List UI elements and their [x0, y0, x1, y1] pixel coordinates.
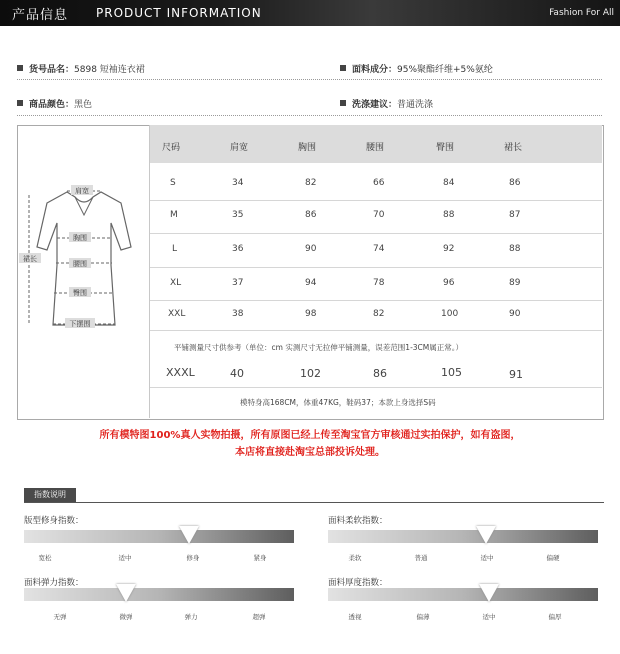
divider [17, 115, 602, 116]
copyright-notice-line1: 所有模特图100%真人实物拍摄，所有原图已经上传至淘宝官方审核通过实拍保护，如有盗图， [99, 430, 521, 441]
header-title-en: PRODUCT INFORMATION [96, 6, 262, 20]
color-value: 黑色 [74, 100, 93, 110]
row-xxxl-hip: 105 [441, 366, 462, 379]
scale-softness-bar [328, 530, 598, 543]
scale-elasticity-tick: 超弹 [252, 613, 266, 621]
header-banner [0, 0, 620, 26]
scale-elasticity-label: 面料弹力指数： [24, 578, 84, 588]
row-xl-hip: 96 [443, 278, 455, 288]
scale-softness-label: 面料柔软指数： [328, 516, 388, 526]
row-xxl-shoulder: 38 [232, 309, 244, 319]
row-s-size: S [170, 178, 176, 188]
th-waist: 腰围 [366, 143, 385, 153]
scale-thickness-label: 面料厚度指数： [328, 578, 388, 588]
scale-softness-tick: 普通 [414, 554, 428, 562]
row-m-bust: 86 [305, 210, 317, 220]
scale-fit-tick: 修身 [186, 554, 200, 562]
row-xxl-length: 90 [509, 309, 521, 319]
scale-elasticity-marker [116, 584, 136, 602]
fabric-value: 95%聚酯纤维+5%氨纶 [397, 65, 493, 75]
row-xl-waist: 78 [373, 278, 385, 288]
row-xl-bust: 94 [305, 278, 317, 288]
scale-elasticity-tick: 微弹 [119, 613, 133, 621]
wash-value: 普通洗涤 [397, 100, 434, 110]
model-note: 模特身高168CM，体重47KG，鞋码37；本款上身选择S码 [240, 398, 436, 407]
diagram-label-waist: 腰围 [73, 260, 87, 268]
diagram-label-shoulder: 肩宽 [75, 187, 89, 195]
scale-fit-tick: 宽松 [38, 554, 52, 562]
bullet-square-icon [340, 100, 346, 106]
dress-outline-icon [17, 125, 149, 418]
row-l-size: L [172, 244, 178, 254]
row-divider [150, 267, 602, 268]
row-xxl-waist: 82 [373, 309, 385, 319]
row-xxxl-length: 91 [509, 368, 523, 381]
row-l-bust: 90 [305, 244, 317, 254]
th-bust: 胸围 [298, 143, 317, 153]
scale-thickness-tick: 偏厚 [548, 613, 562, 621]
item-no-row [17, 62, 145, 75]
wash-label: 洗涤建议： [352, 100, 398, 110]
measure-note: 平铺测量尺寸供参考（单位：cm 实测尺寸无拉伸平铺测量，误差范围1-3CM属正常。） [174, 343, 464, 352]
dress-diagram [17, 125, 150, 418]
row-m-waist: 70 [373, 210, 385, 220]
diagram-label-hip: 臀围 [73, 289, 87, 297]
row-l-length: 88 [509, 244, 521, 254]
scale-thickness-tick: 适中 [482, 613, 496, 621]
th-shoulder: 肩宽 [230, 143, 249, 153]
diagram-label-length: 裙长 [23, 255, 37, 263]
scale-softness-marker [476, 526, 496, 544]
row-divider [150, 300, 602, 301]
header-title-cn: 产品信息 [12, 8, 69, 23]
row-xxl-size: XXL [168, 309, 186, 319]
scale-fit-label: 版型修身指数： [24, 516, 84, 526]
index-divider [24, 502, 604, 503]
scale-thickness-marker [479, 584, 499, 602]
color-label: 商品颜色： [29, 100, 75, 110]
row-divider [150, 233, 602, 234]
row-m-shoulder: 35 [232, 210, 244, 220]
row-l-hip: 92 [443, 244, 455, 254]
row-divider [150, 387, 602, 388]
scale-softness-tick: 偏硬 [546, 554, 560, 562]
row-xl-shoulder: 37 [232, 278, 244, 288]
row-xxxl-waist: 86 [373, 367, 387, 380]
row-xxxl-size: XXXL [166, 366, 195, 379]
bullet-square-icon [17, 100, 23, 106]
row-l-shoulder: 36 [232, 244, 244, 254]
row-s-shoulder: 34 [232, 178, 244, 188]
scale-fit-tick: 紧身 [253, 554, 267, 562]
divider [17, 79, 602, 80]
row-s-waist: 66 [373, 178, 385, 188]
scale-elasticity-bar [24, 588, 294, 601]
row-xxl-hip: 100 [441, 309, 459, 319]
index-title: 指数说明 [24, 488, 76, 502]
row-m-size: M [170, 210, 178, 220]
scale-fit-tick: 适中 [118, 554, 132, 562]
row-divider [150, 200, 602, 201]
wash-row [340, 97, 433, 110]
item-no-value: 5898 短袖连衣裙 [74, 65, 145, 75]
row-m-hip: 88 [443, 210, 455, 220]
bullet-square-icon [340, 65, 346, 71]
copyright-notice-line2: 本店将直接赴淘宝总部投诉处理。 [235, 447, 385, 458]
th-length: 裙长 [504, 143, 523, 153]
th-hip: 臀围 [436, 143, 455, 153]
fabric-row [340, 62, 493, 75]
scale-fit-bar [24, 530, 294, 543]
color-row [17, 97, 92, 110]
row-divider [150, 330, 602, 331]
scale-thickness-bar [328, 588, 598, 601]
row-xl-size: XL [170, 278, 182, 288]
fabric-label: 面料成分： [352, 65, 398, 75]
row-xxxl-shoulder: 40 [230, 367, 244, 380]
row-s-hip: 84 [443, 178, 455, 188]
item-no-label: 货号品名： [29, 65, 75, 75]
row-xxl-bust: 98 [305, 309, 317, 319]
diagram-label-bust: 胸围 [73, 234, 87, 242]
th-size: 尺码 [162, 143, 181, 153]
row-s-bust: 82 [305, 178, 317, 188]
scale-elasticity-tick: 弹力 [184, 613, 198, 621]
header-slogan: Fashion For All [549, 8, 614, 18]
scale-fit-marker [179, 526, 199, 544]
row-xl-length: 89 [509, 278, 521, 288]
row-m-length: 87 [509, 210, 521, 220]
scale-elasticity-tick: 无弹 [53, 613, 67, 621]
scale-softness-tick: 柔软 [348, 554, 362, 562]
scale-thickness-tick: 偏薄 [416, 613, 430, 621]
bullet-square-icon [17, 65, 23, 71]
row-l-waist: 74 [373, 244, 385, 254]
scale-softness-tick: 适中 [480, 554, 494, 562]
scale-thickness-tick: 透视 [348, 613, 362, 621]
row-s-length: 86 [509, 178, 521, 188]
row-xxxl-bust: 102 [300, 367, 321, 380]
diagram-label-hem: 下摆围 [69, 320, 91, 328]
